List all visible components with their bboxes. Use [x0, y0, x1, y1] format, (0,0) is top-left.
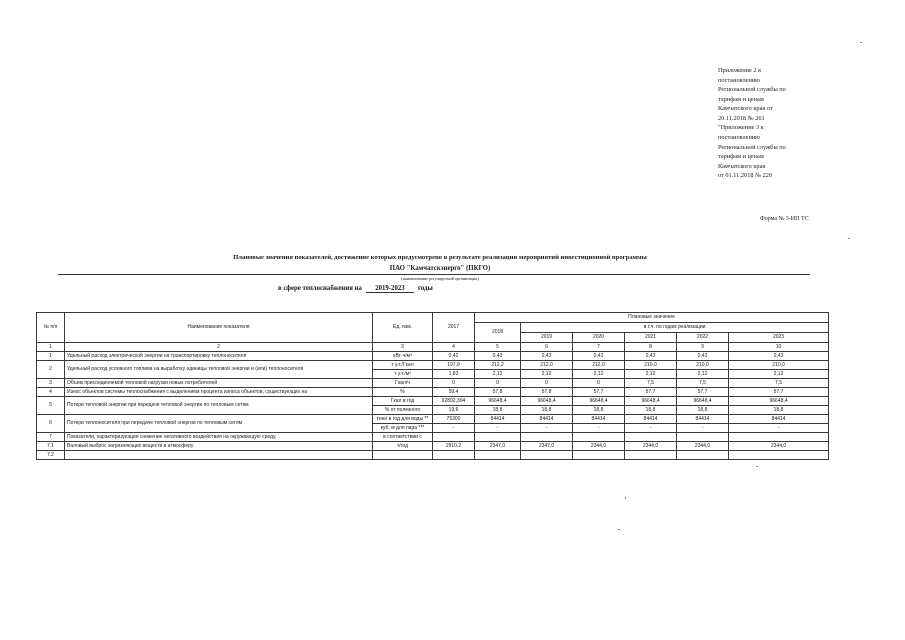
column-number-row — [37, 343, 829, 352]
row-value: 210,0 — [729, 361, 829, 370]
row-value: 18,8 — [677, 406, 729, 415]
row-value: 75300 — [433, 415, 475, 424]
row-value: 0,43 — [729, 352, 829, 361]
appendix-line: "Приложение 3 к — [718, 124, 764, 132]
row-value: 1,83 — [433, 370, 475, 379]
row-num: 4 — [37, 388, 65, 397]
row-value: 57,8 — [521, 388, 573, 397]
row-name: Потери теплоносителя при передаче тепловой энергии по тепловым сетям — [65, 415, 373, 433]
row-unit: кВт·ч/м³ — [373, 352, 433, 361]
row-name: Удельный расход электрической энергии на транспортировку теплоносителя — [65, 352, 373, 361]
row-value — [677, 451, 729, 460]
row-value — [573, 433, 625, 442]
row-value: 7,5 — [625, 379, 677, 388]
row-value: - — [433, 424, 475, 433]
row-value: 0 — [573, 379, 625, 388]
row-unit: т у.т./Гкал — [373, 361, 433, 370]
row-value: 0 — [475, 379, 521, 388]
header-2017: 2017 — [433, 313, 475, 343]
table-row — [37, 415, 829, 424]
row-value: 0,43 — [521, 352, 573, 361]
row-value: 84414 — [573, 415, 625, 424]
row-num: 7.2 — [37, 451, 65, 460]
row-value: 96648,4 — [729, 397, 829, 406]
row-value: 57,7 — [729, 388, 829, 397]
sphere-suffix: годы — [417, 285, 433, 292]
row-value: 57,7 — [573, 388, 625, 397]
row-unit — [373, 451, 433, 460]
scan-speck — [625, 497, 626, 499]
row-value: 212,0 — [573, 361, 625, 370]
row-value — [729, 451, 829, 460]
header-year: 2023 — [729, 333, 829, 343]
row-value: - — [729, 424, 829, 433]
row-value: 212,2 — [475, 361, 521, 370]
row-value: 2,12 — [729, 370, 829, 379]
appendix-line: Камчатского края от — [718, 105, 773, 113]
header-2018: 2018 — [475, 323, 521, 343]
column-number: 1 — [37, 343, 65, 352]
row-unit: тонн в год для воды ** — [373, 415, 433, 424]
scan-speck — [860, 42, 862, 43]
column-number: 10 — [729, 343, 829, 352]
row-value: 84414 — [729, 415, 829, 424]
row-value: 210,0 — [677, 361, 729, 370]
table-row — [37, 442, 829, 451]
row-value: 0 — [433, 379, 475, 388]
row-value — [475, 433, 521, 442]
row-value: 2,12 — [521, 370, 573, 379]
row-value: 2,12 — [475, 370, 521, 379]
header-unit: Ед. изм. — [373, 313, 433, 343]
row-value: 19,6 — [433, 406, 475, 415]
row-name — [65, 451, 373, 460]
row-value: 2910,2 — [433, 442, 475, 451]
table-row — [37, 397, 829, 406]
row-value: 0,43 — [677, 352, 729, 361]
row-value: 96648,4 — [475, 397, 521, 406]
column-number: 5 — [475, 343, 521, 352]
column-number: 3 — [373, 343, 433, 352]
header-by-years: в т.ч. по годам реализации — [521, 323, 829, 333]
row-value: 212,0 — [521, 361, 573, 370]
row-value: - — [573, 424, 625, 433]
row-value: 0,43 — [625, 352, 677, 361]
row-value: 0,43 — [573, 352, 625, 361]
header-row — [37, 313, 829, 323]
row-value: 2347,0 — [475, 442, 521, 451]
row-unit: % — [373, 388, 433, 397]
row-value: 2,12 — [677, 370, 729, 379]
header-year: 2020 — [573, 333, 625, 343]
row-num: 6 — [37, 415, 65, 433]
row-value: 2344,0 — [729, 442, 829, 451]
table-row — [37, 379, 829, 388]
organization-caption: (наименование регулируемой организации) — [401, 276, 479, 281]
organization-underline — [58, 274, 810, 275]
row-name: Показатели, характеризующие снижение негативного воздействия на окружающую среду, — [65, 433, 373, 442]
header-num: № п/п — [37, 313, 65, 343]
row-value — [677, 433, 729, 442]
row-num: 1 — [37, 352, 65, 361]
column-number: 7 — [573, 343, 625, 352]
column-number: 8 — [625, 343, 677, 352]
row-unit: Гкал в год — [373, 397, 433, 406]
row-value: 92892,304 — [433, 397, 475, 406]
table-row — [37, 352, 829, 361]
row-value: 18,8 — [573, 406, 625, 415]
row-value — [729, 433, 829, 442]
row-value: 18,8 — [475, 406, 521, 415]
appendix-line: тарифам и ценам — [718, 153, 764, 161]
row-num: 2 — [37, 361, 65, 379]
row-value: 84414 — [475, 415, 521, 424]
form-number: Форма № 3-ИП ТС — [760, 216, 809, 222]
row-unit: т/год — [373, 442, 433, 451]
row-value: - — [521, 424, 573, 433]
row-value — [573, 451, 625, 460]
row-unit: % от полезного — [373, 406, 433, 415]
row-value: 2,12 — [573, 370, 625, 379]
row-name: Потери тепловой энергии при передаче тепловой энергии по тепловым сетям — [65, 397, 373, 415]
row-num: 5 — [37, 397, 65, 415]
row-value — [625, 433, 677, 442]
row-value: 18,8 — [729, 406, 829, 415]
appendix-line: постановлению — [718, 133, 760, 141]
table-row — [37, 433, 829, 442]
column-number: 6 — [521, 343, 573, 352]
appendix-line: от 01.11.2018 № 220 — [718, 172, 773, 180]
header-name: Наименование показателя — [65, 313, 373, 343]
document-title: Плановые значения показателей, достижение которых предусмотрено в результате реализации мероприятий инвестиционной программы — [233, 254, 647, 261]
row-value: 0,42 — [433, 352, 475, 361]
row-value: 0,43 — [475, 352, 521, 361]
row-value: 84414 — [677, 415, 729, 424]
row-value — [625, 451, 677, 460]
row-value — [521, 451, 573, 460]
scan-speck — [756, 466, 758, 467]
row-unit: Гкал/ч — [373, 379, 433, 388]
sphere-line — [278, 285, 433, 293]
row-name: Валовый выброс загрязняющих веществ в атмосферу — [65, 442, 373, 451]
row-value: 197,9 — [433, 361, 475, 370]
row-value: 18,8 — [521, 406, 573, 415]
row-value: 84414 — [625, 415, 677, 424]
appendix-line: Региональной службы по — [718, 86, 786, 94]
appendix-line: Региональной службы по — [718, 143, 786, 151]
table-row — [37, 451, 829, 460]
column-number: 2 — [65, 343, 373, 352]
appendix-line: Камчатского края — [718, 162, 766, 170]
scan-speck — [848, 238, 850, 239]
row-name: Износ объектов системы теплоснабжения с выделением процента износа объектов, существующих на — [65, 388, 373, 397]
row-value: 18,8 — [625, 406, 677, 415]
sphere-prefix: в сфере теплоснабжения на — [278, 285, 362, 292]
row-value: 57,7 — [677, 388, 729, 397]
row-value: 57,7 — [625, 388, 677, 397]
appendix-line: тарифам и ценам — [718, 95, 764, 103]
row-value: 7,5 — [729, 379, 829, 388]
indicators-table — [36, 312, 829, 460]
row-value: 57,8 — [475, 388, 521, 397]
organization-name: ПАО "Камчатскэнерго" (ПКГО) — [389, 265, 491, 272]
row-value: 7,5 — [677, 379, 729, 388]
row-unit: в соответствии с — [373, 433, 433, 442]
row-value: 2344,0 — [677, 442, 729, 451]
row-num: 3 — [37, 379, 65, 388]
row-value — [433, 451, 475, 460]
row-unit: куб. м для пара *** — [373, 424, 433, 433]
row-num: 7.1 — [37, 442, 65, 451]
row-value: - — [677, 424, 729, 433]
header-year: 2022 — [677, 333, 729, 343]
header-planned: Плановые значение — [475, 313, 829, 323]
appendix-line: 20.11.2018 № 261 — [718, 114, 765, 122]
row-value: 0 — [521, 379, 573, 388]
appendix-line: Приложение 2 к — [718, 67, 762, 74]
row-value: 210,0 — [625, 361, 677, 370]
row-value: 96648,4 — [521, 397, 573, 406]
row-unit: т у.т./м³ — [373, 370, 433, 379]
row-value: 84414 — [521, 415, 573, 424]
row-value: 2344,0 — [573, 442, 625, 451]
table-row — [37, 388, 829, 397]
row-value: 59,4 — [433, 388, 475, 397]
appendix-line: постановлению — [718, 76, 760, 84]
row-value — [475, 451, 521, 460]
row-value — [433, 433, 475, 442]
table-row — [37, 361, 829, 370]
header-year: 2019 — [521, 333, 573, 343]
row-value — [521, 433, 573, 442]
header-year: 2021 — [625, 333, 677, 343]
appendix-block — [718, 66, 828, 181]
row-num: 7 — [37, 433, 65, 442]
row-name: Объем присоединяемой тепловой нагрузки новых потребителей — [65, 379, 373, 388]
row-value: 96648,4 — [625, 397, 677, 406]
scan-speck — [618, 529, 620, 530]
row-value: - — [475, 424, 521, 433]
row-value: 96648,4 — [573, 397, 625, 406]
row-value: 2344,0 — [625, 442, 677, 451]
column-number: 9 — [677, 343, 729, 352]
row-value: 2,12 — [625, 370, 677, 379]
row-name: Удельный расход условного топлива на выработку единицы тепловой энергии и (или) теплоносителя — [65, 361, 373, 379]
row-value: - — [625, 424, 677, 433]
column-number: 4 — [433, 343, 475, 352]
sphere-period: 2019-2023 — [366, 285, 414, 293]
row-value: 2347,0 — [521, 442, 573, 451]
row-value: 96648,4 — [677, 397, 729, 406]
